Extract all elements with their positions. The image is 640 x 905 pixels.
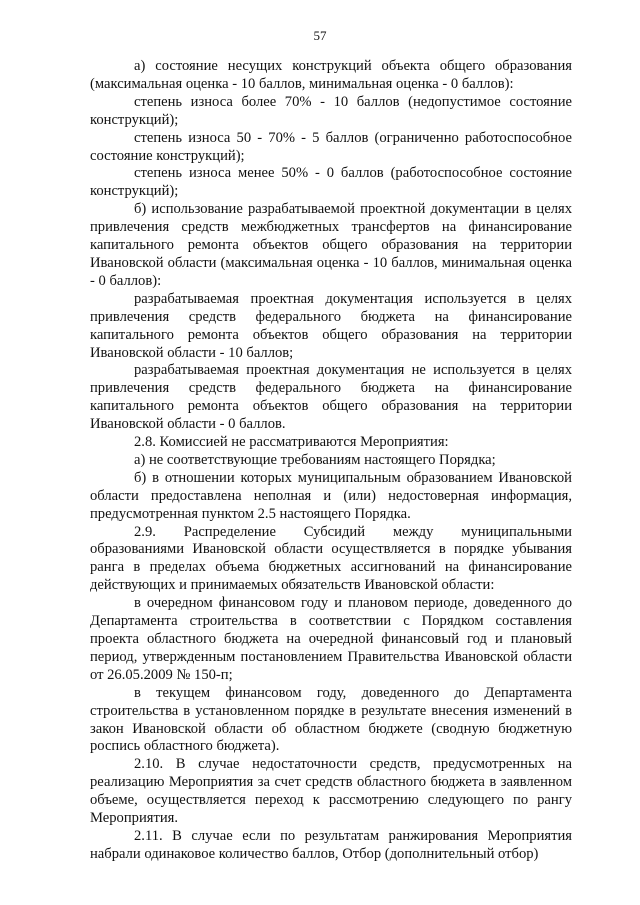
paragraph: разрабатываемая проектная документация не используется в целях привлечения средств федерального бюджета на финансирование капитального ремонта объектов общего образования на территории Ивановской области - 0 баллов. [90,362,572,433]
document-body [90,58,572,864]
paragraph: а) не соответствующие требованиям настоящего Порядка; [134,451,496,468]
paragraph: а) состояние несущих конструкций объекта общего образования (максимальная оценка - 10 баллов, минимальная оценка - 0 баллов): [90,58,572,92]
paragraph: 2.8. Комиссией не рассматриваются Мероприятия: [134,434,449,451]
paragraph: в очередном финансовом году и плановом периоде, доведенного до Департамента строительства в соответствии с Порядком составления проекта областного бюджета на очередной финансовый год и плановый период, утвержденным постановлением Правительства Ивановской области от 26.05.2009 № 150-п; [90,595,572,683]
paragraph: разрабатываемая проектная документация используется в целях привлечения средств федерального бюджета на финансирование капитального ремонта объектов общего образования на территории Ивановской области - 10 баллов; [90,290,572,361]
paragraph: в текущем финансовом году, доведенного до Департамента строительства в установленном порядке в результате внесения изменений в закон Ивановской области об областном бюджете (сводную бюджетную роспись областного бюджета). [90,684,572,755]
paragraph: 2.9. Распределение Субсидий между муниципальными образованиями Ивановской области осуществляется в порядке убывания ранга в пределах объема бюджетных ассигнований на финансирование действующих и принимаемых обязательств Ивановской области: [90,523,572,594]
paragraph: 2.11. В случае если по результатам ранжирования Мероприятия набрали одинаковое количество баллов, Отбор (дополнительный отбор) [90,827,572,862]
paragraph: степень износа 50 - 70% - 5 баллов (ограниченно работоспособное состояние конструкций); [90,129,572,164]
paragraph: степень износа менее 50% - 0 баллов (работоспособное состояние конструкций); [90,165,572,200]
paragraph: б) в отношении которых муниципальным образованием Ивановской области предоставлена неполная и (или) недостоверная информация, предусмотренная пунктом 2.5 настоящего Порядка. [90,469,572,522]
page-number: 57 [313,28,327,43]
paragraph: степень износа более 70% - 10 баллов (недопустимое состояние конструкций); [90,93,572,128]
paragraph: 2.10. В случае недостаточности средств, предусмотренных на реализацию Мероприятия за счет средств областного бюджета в заявленном объеме, осуществляется переход к рассмотрению следующего по рангу Мероприятия. [90,756,572,827]
paragraph: б) использование разрабатываемой проектной документации в целях привлечения средств межбюджетных трансфертов на финансирование капитального ремонта объектов общего образования на территории Ивановской области (максимальная оценка - 10 баллов, минимальная оценка - 0 баллов): [90,201,572,289]
